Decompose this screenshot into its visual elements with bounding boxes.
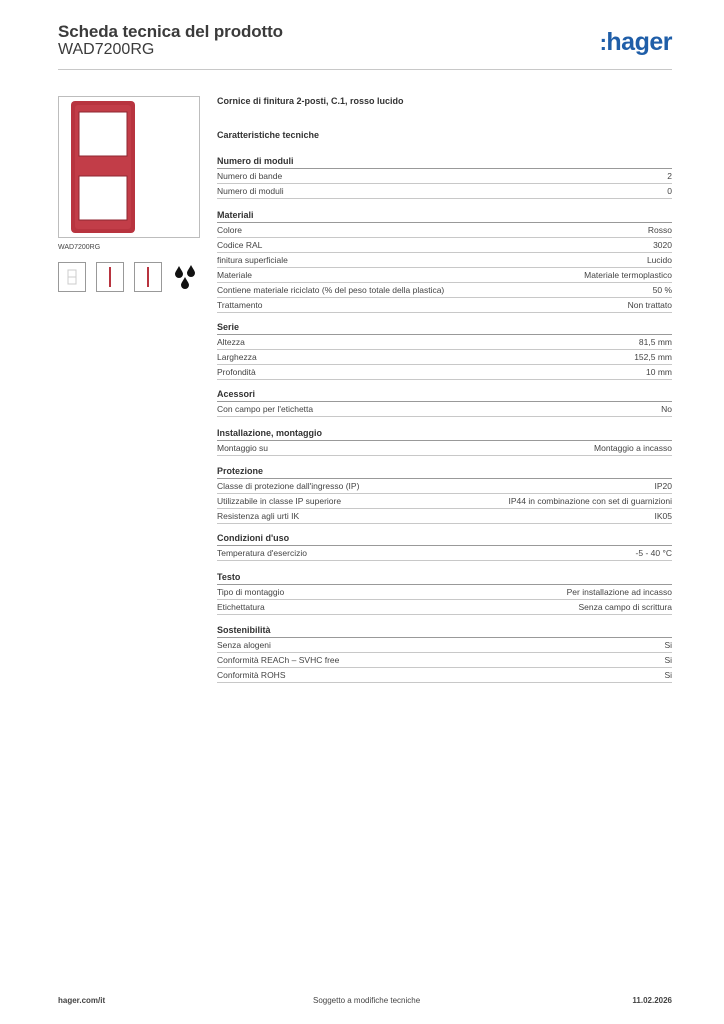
spec-row: Larghezza 152,5 mm [217,350,672,365]
spec-row: Temperatura d'esercizio -5 - 40 °C [217,546,672,561]
spec-row: Materiale Materiale termoplastico [217,268,672,283]
section-title: Testo [217,571,672,585]
section-title: Protezione [217,465,672,479]
section-title: Installazione, montaggio [217,427,672,441]
red-frame-side-icon[interactable] [96,262,124,292]
red-frame-side-icon[interactable] [134,262,162,292]
spec-row: Senza alogeni Si [217,638,672,653]
section-protezione [217,465,672,524]
website-link[interactable]: hager.com/it [58,996,106,1005]
section-testo [217,571,672,615]
section-title: Materiali [217,209,672,223]
section-serie [217,321,672,380]
spec-row: Numero di bande 2 [217,169,672,184]
red-frame-image [59,97,199,237]
section-title: Condizioni d'uso [217,532,672,546]
page-header [58,20,672,70]
spec-row: Numero di moduli 0 [217,184,672,199]
spec-row: Conformità ROHS Si [217,668,672,683]
footer-date: 11.02.2026 [632,996,672,1005]
product-description: Cornice di finitura 2-posti, C.1, rosso lucido [217,96,404,106]
spec-row: Resistenza agli urti IK IK05 [217,509,672,524]
section-title: Sostenibilità [217,624,672,638]
spec-row: Altezza 81,5 mm [217,335,672,350]
footer-note: Soggetto a modifiche tecniche [313,996,421,1005]
spec-row: Con campo per l'etichetta No [217,402,672,417]
spec-row: Classe di protezione dall'ingresso (IP) IP20 [217,479,672,494]
page-title: Scheda tecnica del prodotto [58,22,283,41]
section-sostenibilita [217,624,672,683]
section-accessori [217,388,672,417]
spec-row: Utilizzabile in classe IP superiore IP44 in combinazione con set di guarnizioni [217,494,672,509]
section-title: Serie [217,321,672,335]
spec-row: Etichettatura Senza campo di scrittura [217,600,672,615]
section-title: Numero di moduli [217,155,672,169]
product-code: WAD7200RG [58,41,155,58]
section-installazione [217,427,672,456]
spec-row: Codice RAL 3020 [217,238,672,253]
product-image [58,96,200,238]
image-caption: WAD7200RG [58,244,101,251]
spec-row: Montaggio su Montaggio a incasso [217,441,672,456]
section-condizioni-uso [217,532,672,561]
spec-row: Colore Rosso [217,223,672,238]
hager-logo: :hager [599,28,672,56]
characteristics-title: Caratteristiche tecniche [217,130,320,140]
spec-row: Contiene materiale riciclato (% del peso totale della plastica) 50 % [217,283,672,298]
section-title: Acessori [217,388,672,402]
spec-row: Conformità REACh – SVHC free Si [217,653,672,668]
product-outline-icon[interactable] [58,262,86,292]
spec-row: Trattamento Non trattato [217,298,672,313]
spec-row: Profondità 10 mm [217,365,672,380]
section-numero-di-moduli [217,155,672,199]
water-drops-icon[interactable] [172,262,200,292]
spec-row: Tipo di montaggio Per installazione ad incasso [217,585,672,600]
spec-row: finitura superficiale Lucido [217,253,672,268]
section-materiali [217,209,672,313]
